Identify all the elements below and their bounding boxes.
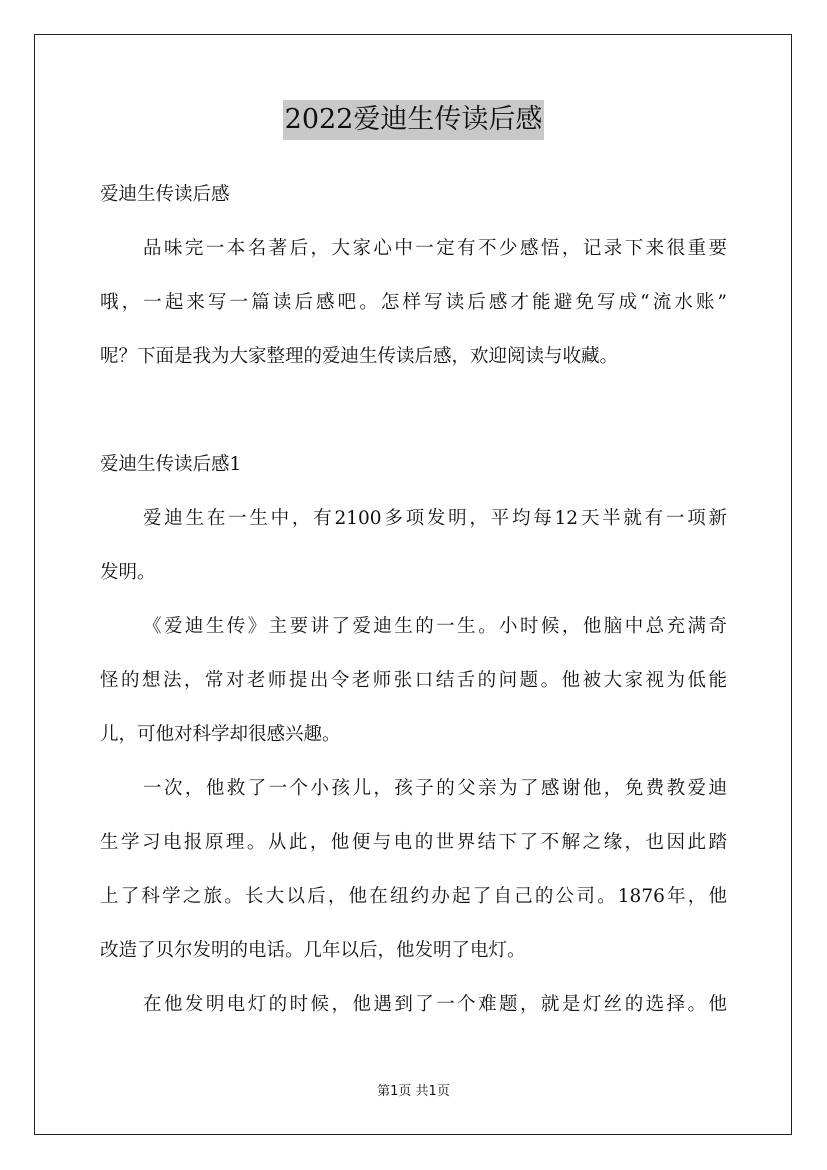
text-line: 品味完一本名著后，大家心中一定有不少感悟，记录下来很重要 bbox=[143, 238, 727, 259]
text-line: 发明。 bbox=[100, 562, 156, 583]
document-body bbox=[100, 168, 727, 1032]
text-line: 在他发明电灯的时候，他遇到了一个难题，就是灯丝的选择。他 bbox=[143, 994, 727, 1015]
blank-line bbox=[100, 384, 727, 438]
text-line: 爱迪生传读后感 bbox=[100, 184, 230, 205]
text-line: 怪的想法，常对老师提出令老师张口结舌的问题。他被大家视为低能 bbox=[100, 670, 727, 691]
title-container bbox=[0, 100, 827, 140]
text-line: 上了科学之旅。长大以后，他在纽约办起了自己的公司。1876年，他 bbox=[100, 886, 727, 907]
text-line: 《爱迪生传》主要讲了爱迪生的一生。小时候，他脑中总充满奇 bbox=[143, 616, 727, 637]
text-line: 改造了贝尔发明的电话。几年以后，他发明了电灯。 bbox=[100, 940, 526, 961]
text-line: 爱迪生传读后感1 bbox=[100, 454, 242, 475]
text-line: 爱迪生在一生中，有2100多项发明，平均每12天半就有一项新 bbox=[143, 508, 727, 529]
text-line: 哦，一起来写一篇读后感吧。怎样写读后感才能避免写成“流水账” bbox=[100, 292, 727, 313]
document-title: 2022爱迪生传读后感 bbox=[283, 100, 545, 140]
page-footer: 第1页 共1页 bbox=[377, 1084, 450, 1099]
text-line: 儿，可他对科学却很感兴趣。 bbox=[100, 724, 341, 745]
text-line: 生学习电报原理。从此，他便与电的世界结下了不解之缘，也因此踏 bbox=[100, 832, 727, 853]
text-line: 一次，他救了一个小孩儿，孩子的父亲为了感谢他，免费教爱迪 bbox=[143, 778, 727, 799]
text-line: 呢？下面是我为大家整理的爱迪生传读后感，欢迎阅读与收藏。 bbox=[100, 346, 619, 367]
